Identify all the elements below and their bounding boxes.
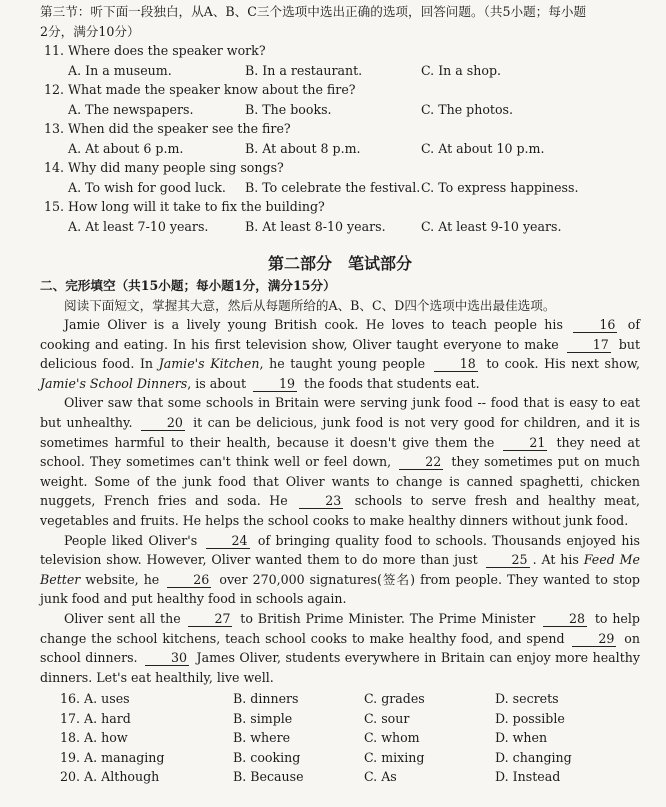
- blank-17: 17: [567, 338, 611, 353]
- blank-27: 27: [188, 612, 232, 627]
- blank-22: 22: [399, 455, 443, 470]
- question-14: [40, 158, 640, 197]
- passage-text: schools to serve fresh and healthy meat, vegetables and fruits. He helps the school cooks to make healthy dinners without junk food.: [40, 493, 640, 528]
- blank-23: 23: [299, 494, 343, 509]
- options-row-19: [40, 748, 640, 768]
- option-c: C. sour: [364, 710, 410, 726]
- options-row-18: [40, 728, 640, 748]
- option-c: C. As: [364, 769, 397, 785]
- question-text: 13. When did the speaker see the fire?: [44, 121, 291, 136]
- option-d: D. changing: [495, 749, 572, 765]
- passage-text: the foods that students eat.: [304, 375, 480, 391]
- option-a: 20. A. Although: [60, 769, 160, 785]
- options-row-17: [40, 709, 640, 729]
- listening-section: [40, 0, 640, 236]
- option-b: B. To celebrate the festival.: [245, 179, 421, 195]
- passage-text: website, he: [85, 571, 160, 587]
- blank-24: 24: [206, 534, 250, 549]
- blank-21: 21: [503, 436, 547, 451]
- option-a: A. At least 7-10 years.: [68, 218, 209, 234]
- option-a: 18. A. how: [60, 730, 128, 746]
- blank-30: 30: [145, 651, 189, 666]
- part-title: 第二部分 笔试部分: [267, 254, 412, 273]
- blank-19: 19: [253, 377, 297, 392]
- passage-text: Oliver saw that some schools in Britain were serving junk food -- food that is easy to eat but unhealthy.: [40, 395, 640, 430]
- blank-25: 25: [486, 553, 530, 568]
- blank-26: 26: [167, 573, 211, 588]
- question-text: 12. What made the speaker know about the fire?: [44, 82, 356, 97]
- option-c: C. At least 9-10 years.: [421, 218, 562, 234]
- option-c: C. At about 10 p.m.: [421, 140, 545, 156]
- passage-text: to British Prime Minister. The Prime Minister: [240, 610, 536, 626]
- show-title: Jamie's Kitchen: [158, 356, 260, 372]
- passage-text: Oliver sent all the: [64, 610, 181, 626]
- passage-text: James Oliver, students everywhere in Britain can enjoy more healthy dinners. Let's eat healthily, live well.: [40, 650, 640, 685]
- option-b: B. where: [233, 730, 291, 746]
- passage-text: of bringing quality food to schools. Thousands enjoyed his television show. However, Oliver wanted them to do more than just: [40, 532, 640, 568]
- passage-text: , he taught young people: [259, 356, 426, 372]
- option-c: C. To express happiness.: [421, 179, 579, 195]
- option-d: D. when: [495, 730, 548, 746]
- option-c: C. mixing: [364, 749, 425, 765]
- blank-16: 16: [573, 318, 617, 333]
- passage-text: People liked Oliver's: [64, 532, 198, 548]
- blank-28: 28: [543, 612, 587, 627]
- passage-text: , is about: [187, 375, 247, 391]
- passage-text: they sometimes put on much weight. Some of the junk food that Oliver wants to change is canned spaghetti, chicken nuggets, French fries and soda. He: [40, 454, 640, 509]
- option-a: A. To wish for good luck.: [68, 179, 226, 195]
- passage-text: Jamie Oliver is a lively young British cook. He loves to teach people his: [64, 317, 563, 332]
- paragraph-4: [40, 609, 640, 687]
- option-a: A. The newspapers.: [68, 101, 194, 117]
- passage-text: but delicious food. In: [40, 336, 640, 372]
- passage-text: to help change the school kitchens, teach school cooks to make healthy food, and spend: [40, 610, 640, 646]
- question-15: [40, 197, 640, 236]
- passage-text: they need at school. They sometimes can't think well or feel down,: [40, 434, 640, 470]
- option-b: B. simple: [233, 710, 293, 726]
- option-a: 19. A. managing: [60, 749, 165, 765]
- option-b: B. The books.: [245, 101, 332, 117]
- passage-text: it can be delicious, junk food is not very good for children, and it is sometimes harmful to their health, because it doesn't give them the: [40, 414, 640, 450]
- listening-intro-cont: 2分，满分10分）: [40, 23, 140, 39]
- blank-18: 18: [434, 357, 478, 372]
- options-row-16: [40, 689, 640, 709]
- paragraph-1: [40, 315, 640, 393]
- show-title: Jamie's School Dinners: [40, 375, 188, 391]
- section-heading: 二、完形填空（共15小题；每小题1分，满分15分）: [40, 278, 336, 293]
- option-c: C. In a shop.: [421, 62, 502, 78]
- option-b: B. At about 8 p.m.: [245, 140, 361, 156]
- option-c: C. whom: [364, 730, 420, 746]
- passage-text: . At his: [532, 552, 579, 568]
- option-a: A. At about 6 p.m.: [68, 140, 184, 156]
- option-a: 17. A. hard: [60, 710, 131, 726]
- question-13: [40, 119, 640, 158]
- question-text: 14. Why did many people sing songs?: [44, 160, 284, 175]
- option-a: 16. A. uses: [60, 691, 130, 707]
- paragraph-2: [40, 393, 640, 530]
- blank-29: 29: [572, 632, 616, 647]
- option-c: C. The photos.: [421, 101, 514, 117]
- option-a: A. In a museum.: [68, 62, 172, 78]
- instruction: 阅读下面短文，掌握其大意，然后从每题所给的A、B、C、D四个选项中选出最佳选项。: [64, 297, 556, 313]
- question-text: 11. Where does the speaker work?: [44, 43, 266, 58]
- passage-text: of cooking and eating. In his first television show, Oliver taught everyone to make: [40, 317, 640, 352]
- question-11: [40, 41, 640, 80]
- cloze-options: [40, 689, 640, 787]
- option-b: B. In a restaurant.: [245, 62, 363, 78]
- option-b: B. At least 8-10 years.: [245, 218, 386, 234]
- option-b: B. dinners: [233, 691, 299, 707]
- blank-20: 20: [141, 416, 185, 431]
- option-d: D. secrets: [495, 691, 559, 707]
- options-row-20: [40, 767, 640, 787]
- passage-text: to cook. His next show,: [486, 356, 640, 372]
- option-c: C. grades: [364, 691, 425, 707]
- option-b: B. cooking: [233, 749, 301, 765]
- passage-text: over 270,000 signatures(签名) from people. They wanted to stop junk food and put healthy food in schools again.: [40, 571, 640, 607]
- question-12: [40, 80, 640, 119]
- paragraph-3: [40, 531, 640, 609]
- option-d: D. Instead: [495, 769, 561, 785]
- option-d: D. possible: [495, 710, 565, 726]
- website-name: Feed Me Better: [40, 552, 640, 587]
- listening-intro: 第三节：听下面一段独白，从A、B、C三个选项中选出正确的选项，回答问题。（共5小题；每小题: [40, 4, 587, 19]
- passage-text: on school dinners.: [40, 630, 640, 666]
- question-text: 15. How long will it take to fix the building?: [44, 199, 325, 214]
- option-b: B. Because: [233, 769, 304, 785]
